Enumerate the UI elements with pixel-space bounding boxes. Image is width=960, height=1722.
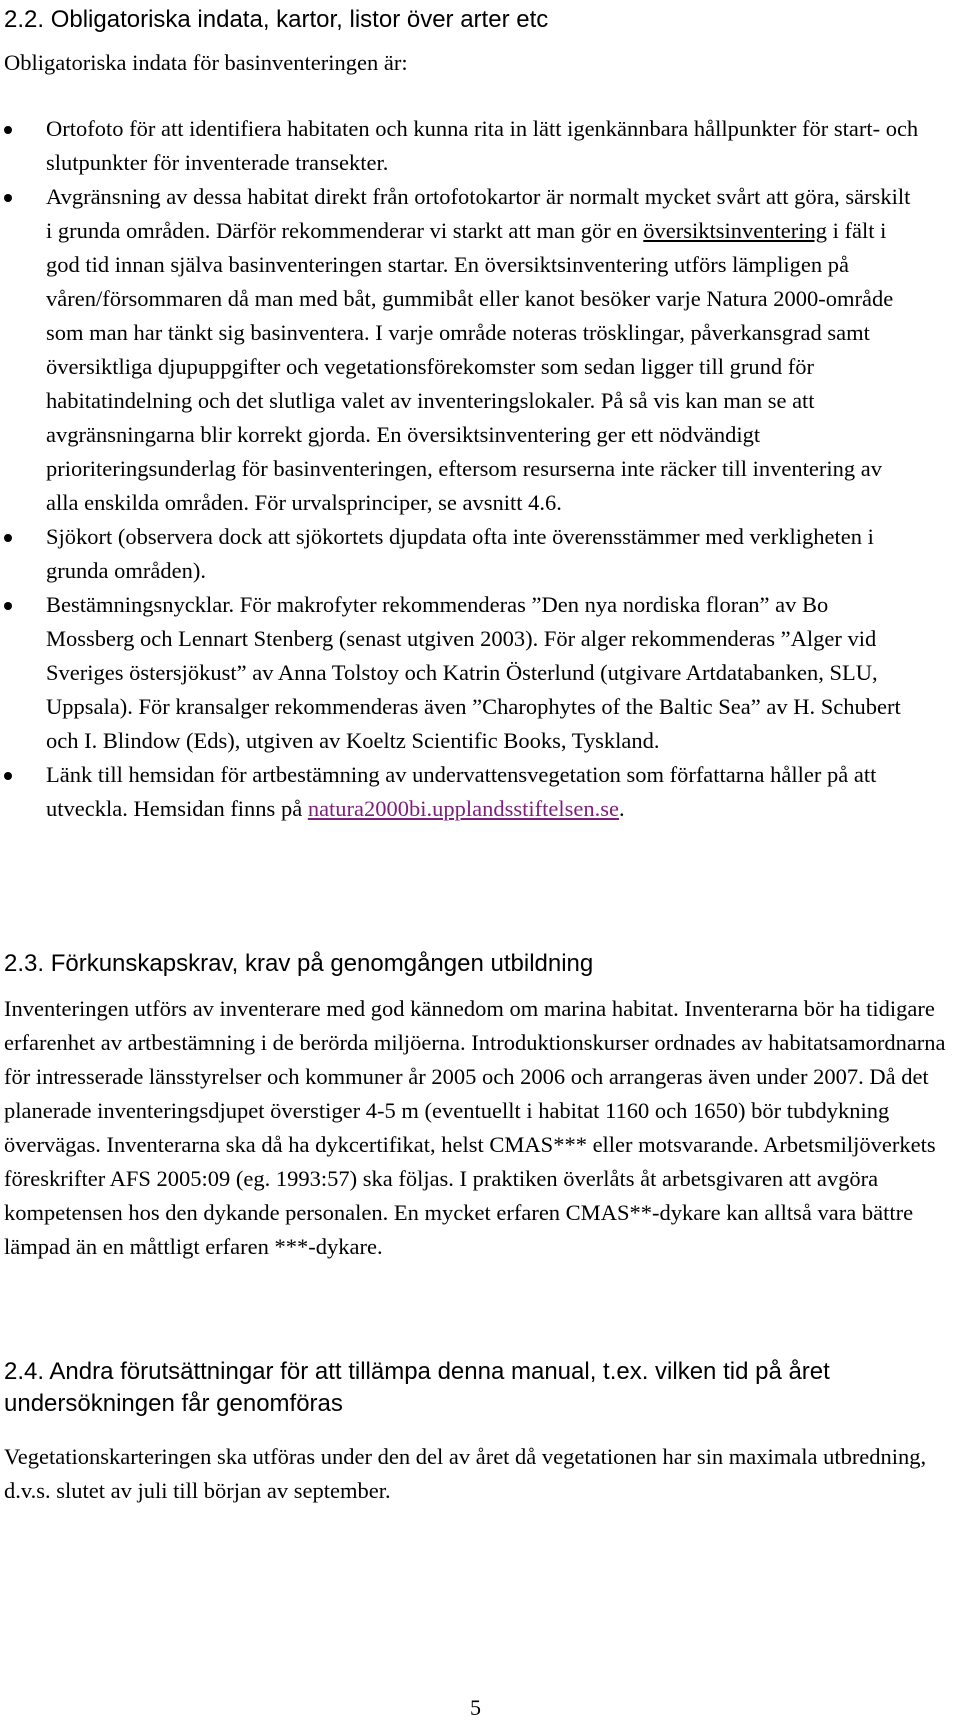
list-item <box>4 112 919 180</box>
list-item-text-part1: Avgränsning av dessa habitat direkt från ortofotokartor är normalt mycket svårt att göra, särskilt i grunda områden. Därför rekommenderar vi starkt att man gör en <box>46 184 911 243</box>
section-2-3-heading: 2.3. Förkunskapskrav, krav på genomgången utbildning <box>4 950 594 977</box>
section-2-2-heading: 2.2. Obligatoriska indata, kartor, listor över arter etc <box>4 6 549 33</box>
section-2-3-body: Inventeringen utförs av inventerare med god kännedom om marina habitat. Inventerarna bör ha tidigare erfarenhet av artbestämning i de berörda miljöerna. Introduktionskurser ordnades av habitatsamordnarna för intresserade länsstyrelser och kommuner år 2005 och 2006 och arrangeras även under 2007. Då det planerade inventeringsdjupet överstiger 4-5 m (eventuellt i habitat 1160 och 1650) bör tubdykning övervägas. Inventerarna ska då ha dykcertifikat, helst CMAS*** eller motsvarande. Arbetsmiljöverkets föreskrifter AFS 2005:09 (eg. 1993:57) ska följas. I praktiken överlåts åt arbetsgivaren att avgöra kompetensen hos den dykande personalen. En mycket erfaren CMAS**-dykare kan alltså vara bättre lämpad än en måttligt erfaren ***-dykare. <box>4 996 946 1259</box>
bullet-icon <box>4 126 12 134</box>
page-number: 5 <box>470 1695 481 1720</box>
list-item-text: Bestämningsnycklar. För makrofyter rekommenderas ”Den nya nordiska floran” av Bo Mossberg och Lennart Stenberg (senast utgiven 2003). För alger rekommenderas ”Alger vid Sveriges östersjökust” av Anna Tolstoy och Katrin Österlund (utgivare Artdatabanken, SLU, Uppsala). För kransalger rekommenderas även ”Charophytes of the Baltic Sea” av H. Schubert och I. Blindow (Eds), utgiven av Koeltz Scientific Books, Tyskland. <box>46 592 901 753</box>
section-2-4-body: Vegetationskarteringen ska utföras under den del av året då vegetationen har sin maximala utbredning, d.v.s. slutet av juli till början av september. <box>4 1444 927 1503</box>
bullet-icon <box>4 194 12 202</box>
list-item <box>4 758 919 826</box>
bullet-icon <box>4 534 12 542</box>
list-item-text-part2: i fält i god tid innan själva basinventeringen startar. En översiktsinventering utförs lämpligen på våren/försommaren då man med båt, gummibåt eller kanot besöker varje Natura 2000-område som man har tänkt sig basinventera. I varje område noteras trösklingar, påverkansgrad samt översiktliga djupuppgifter och vegetationsförekomster som sedan ligger till grund för habitatindelning och det slutliga valet av inventeringslokaler. På så vis kan man se att avgränsningarna blir korrekt gjorda. En översiktsinventering ger ett nödvändigt prioriteringsunderlag för basinventeringen, eftersom resurserna inte räcker till inventering av alla enskilda områden. För urvalsprinciper, se avsnitt 4.6. <box>46 218 894 515</box>
required-inputs-list <box>4 112 919 826</box>
list-item-text-end: . <box>619 796 625 821</box>
list-item <box>4 588 919 758</box>
list-item-text: Ortofoto för att identifiera habitaten och kunna rita in lätt igenkännbara hållpunkter för start- och slutpunkter för inventerade transekter. <box>46 116 919 175</box>
website-link[interactable]: natura2000bi.upplandsstiftelsen.se <box>307 796 620 821</box>
underlined-term: översiktsinventering <box>643 218 828 243</box>
list-item-text: Sjökort (observera dock att sjökortets djupdata ofta inte överensstämmer med verkligheten i grunda områden). <box>46 524 874 583</box>
section-2-2-intro: Obligatoriska indata för basinventeringen är: <box>4 50 408 75</box>
bullet-icon <box>4 772 12 780</box>
list-item-text: Länk till hemsidan för artbestämning av undervattensvegetation som författarna håller på att utveckla. Hemsidan finns på <box>46 762 877 821</box>
bullet-icon <box>4 602 12 610</box>
list-item <box>4 520 919 588</box>
section-2-4-heading: 2.4. Andra förutsättningar för att tillämpa denna manual, t.ex. vilken tid på året undersökningen får genomföras <box>4 1358 830 1417</box>
list-item <box>4 180 919 520</box>
